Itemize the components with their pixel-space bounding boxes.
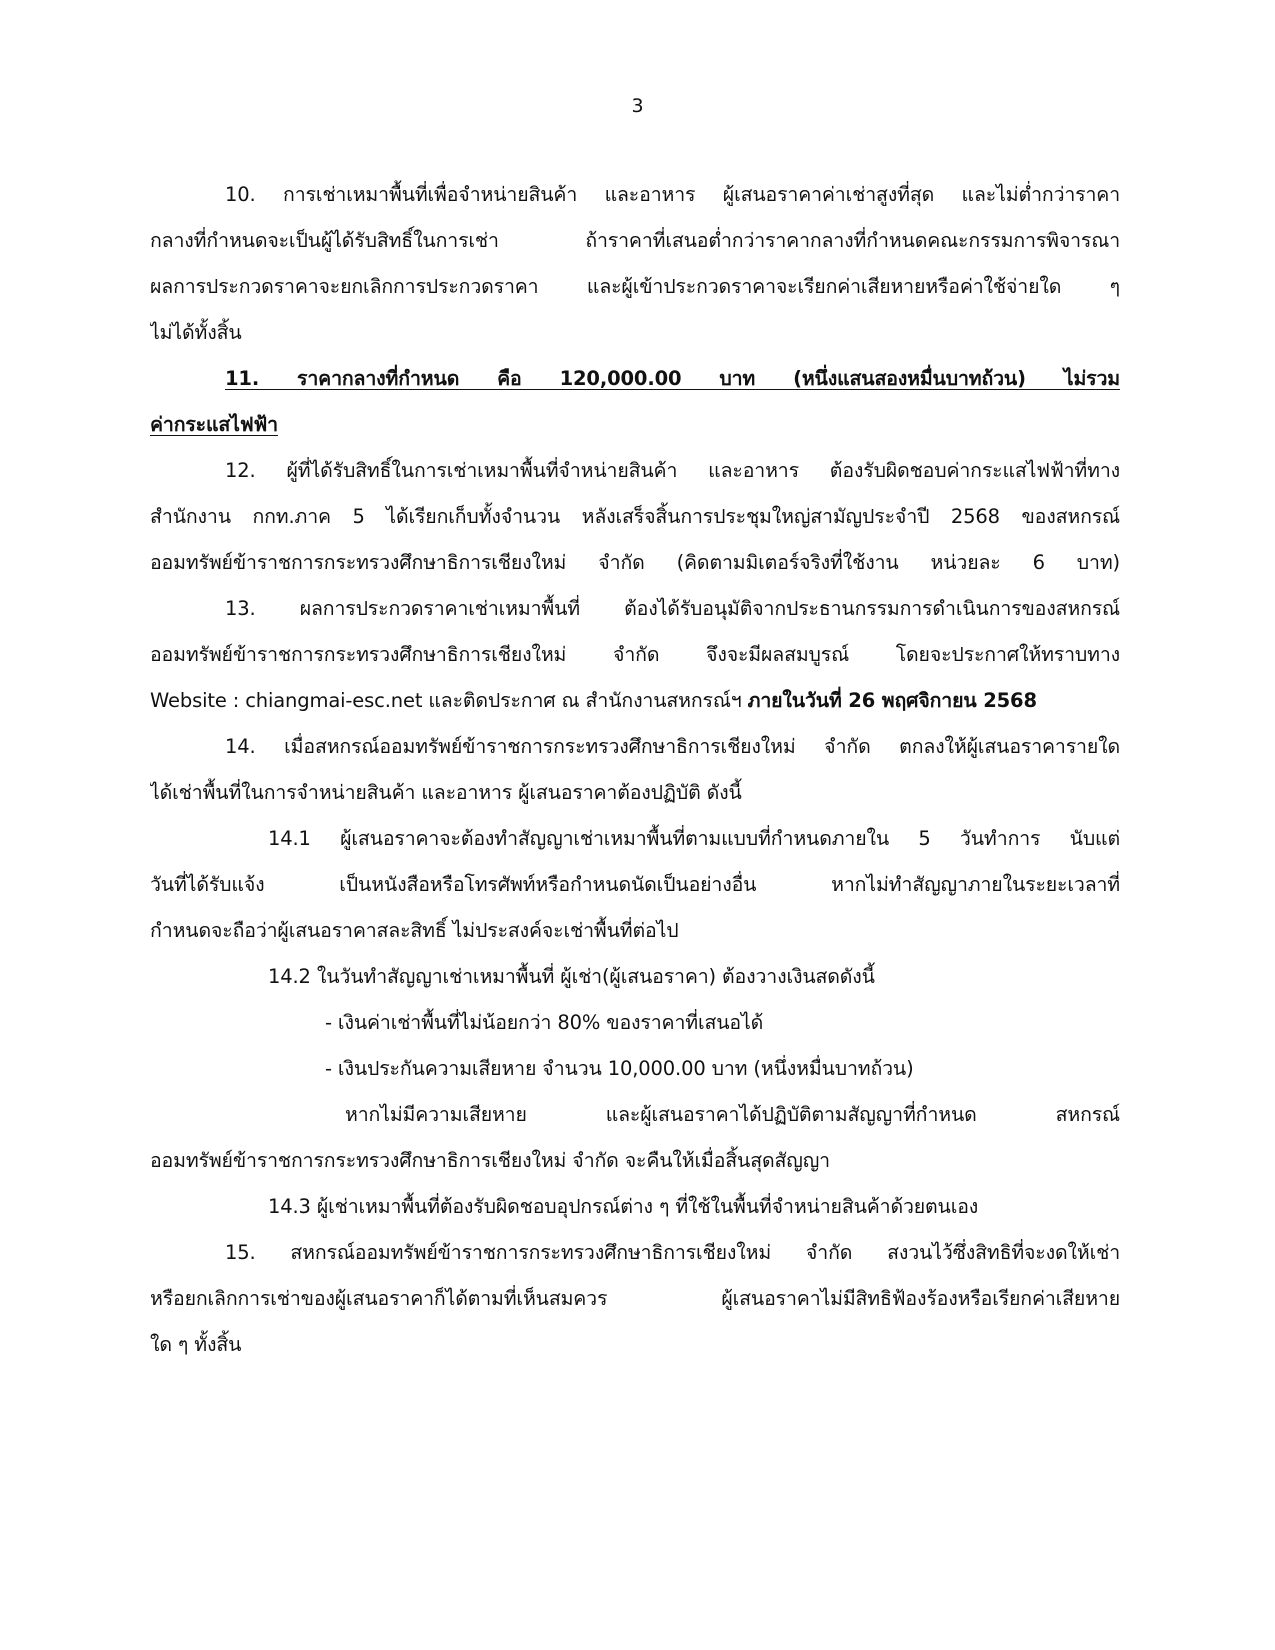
clause-10-line-4: ไม่ได้ทั้งสิ้น xyxy=(150,321,242,344)
clause-14-3-line-1: 14.3 ผู้เช่าเหมาพื้นที่ต้องรับผิดชอบอุปกรณ์ต่าง ๆ ที่ใช้ในพื้นที่จำหน่ายสินค้าด้วยตนเอง xyxy=(268,1195,979,1218)
clause-10-line-2: กลางที่กำหนดจะเป็นผู้ได้รับสิทธิ์ในการเช่า ถ้าราคาที่เสนอต่ำกว่าราคากลางที่กำหนดคณะกรรมการพิจารณา xyxy=(150,229,1120,252)
page-number: 3 xyxy=(631,95,644,117)
clause-13-deadline: ภายในวันที่ 26 พฤศจิกายน 2568 xyxy=(747,689,1037,712)
clause-13-line-2: ออมทรัพย์ข้าราชการกระทรวงศึกษาธิการเชียงใหม่ จำกัด จึงจะมีผลสมบูรณ์ โดยจะประกาศให้ทราบทาง xyxy=(150,643,1120,666)
clause-12-line-1: 12. ผู้ที่ได้รับสิทธิ์ในการเช่าเหมาพื้นที่จำหน่ายสินค้า และอาหาร ต้องรับผิดชอบค่ากระแสไฟฟ้าที่ทาง xyxy=(225,459,1120,482)
clause-14-1-line-2: วันที่ได้รับแจ้ง เป็นหนังสือหรือโทรศัพท์หรือกำหนดนัดเป็นอย่างอื่น หากไม่ทำสัญญาภายในระยะเวลาที่ xyxy=(150,873,1120,896)
clause-14-1-line-3: กำหนดจะถือว่าผู้เสนอราคาสละสิทธิ์ ไม่ประสงค์จะเช่าพื้นที่ต่อไป xyxy=(150,919,679,942)
clause-14-2-bullet-1: - เงินค่าเช่าพื้นที่ไม่น้อยกว่า 80% ของราคาที่เสนอได้ xyxy=(325,1011,764,1034)
clause-14-2-line-1: 14.2 ในวันทำสัญญาเช่าเหมาพื้นที่ ผู้เช่า(ผู้เสนอราคา) ต้องวางเงินสดดังนี้ xyxy=(268,965,875,988)
clause-13-line-1: 13. ผลการประกวดราคาเช่าเหมาพื้นที่ ต้องได้รับอนุมัติจากประธานกรรมการดำเนินการของสหกรณ์ xyxy=(225,597,1120,620)
clause-12-line-2: สำนักงาน กกท.ภาค 5 ได้เรียกเก็บทั้งจำนวน หลังเสร็จสิ้นการประชุมใหญ่สามัญประจำปี 2568 ของสหกรณ์ xyxy=(150,505,1120,528)
clause-15-line-2: หรือยกเลิกการเช่าของผู้เสนอราคาก็ได้ตามที่เห็นสมควร ผู้เสนอราคาไม่มีสิทธิฟ้องร้องหรือเรียกค่าเสียหาย xyxy=(150,1287,1120,1310)
clause-14-1-line-1: 14.1 ผู้เสนอราคาจะต้องทำสัญญาเช่าเหมาพื้นที่ตามแบบที่กำหนดภายใน 5 วันทำการ นับแต่ xyxy=(268,827,1120,850)
clause-10-line-3: ผลการประกวดราคาจะยกเลิกการประกวดราคา และผู้เข้าประกวดราคาจะเรียกค่าเสียหายหรือค่าใช้จ่ายใด ๆ xyxy=(150,275,1120,298)
clause-15-line-1: 15. สหกรณ์ออมทรัพย์ข้าราชการกระทรวงศึกษาธิการเชียงใหม่ จำกัด สงวนไว้ซึ่งสิทธิที่จะงดให้เช่า xyxy=(225,1241,1120,1264)
clause-15-line-3: ใด ๆ ทั้งสิ้น xyxy=(150,1333,242,1356)
clause-11-heading-line-1: 11. ราคากลางที่กำหนด คือ 120,000.00 บาท (หนึ่งแสนสองหมื่นบาทถ้วน) ไม่รวม xyxy=(225,367,1120,390)
clause-14-2-bullet-2: - เงินประกันความเสียหาย จำนวน 10,000.00 บาท (หนึ่งหมื่นบาทถ้วน) xyxy=(325,1057,914,1080)
clause-11-heading-line-2: ค่ากระแสไฟฟ้า xyxy=(150,413,278,436)
clause-12-line-3: ออมทรัพย์ข้าราชการกระทรวงศึกษาธิการเชียงใหม่ จำกัด (คิดตามมิเตอร์จริงที่ใช้งาน หน่วยละ 6 บาท) xyxy=(150,551,1120,574)
clause-14-2-note-line-2: ออมทรัพย์ข้าราชการกระทรวงศึกษาธิการเชียงใหม่ จำกัด จะคืนให้เมื่อสิ้นสุดสัญญา xyxy=(150,1149,830,1172)
clause-13-website-text: Website : chiangmai-esc.net และติดประกาศ ณ สำนักงานสหกรณ์ฯ xyxy=(150,689,742,712)
clause-10-line-1: 10. การเช่าเหมาพื้นที่เพื่อจำหน่ายสินค้า และอาหาร ผู้เสนอราคาค่าเช่าสูงที่สุด และไม่ต่ำกว่าราคา xyxy=(225,183,1120,206)
clause-14-line-2: ได้เช่าพื้นที่ในการจำหน่ายสินค้า และอาหาร ผู้เสนอราคาต้องปฏิบัติ ดังนี้ xyxy=(150,781,742,804)
clause-13-line-3 xyxy=(150,678,1120,724)
clause-14-2-note-line-1: หากไม่มีความเสียหาย และผู้เสนอราคาได้ปฏิบัติตามสัญญาที่กำหนด สหกรณ์ xyxy=(345,1103,1120,1126)
document-body xyxy=(150,172,1120,1368)
clause-14-line-1: 14. เมื่อสหกรณ์ออมทรัพย์ข้าราชการกระทรวงศึกษาธิการเชียงใหม่ จำกัด ตกลงให้ผู้เสนอราคารายใด xyxy=(225,735,1120,758)
